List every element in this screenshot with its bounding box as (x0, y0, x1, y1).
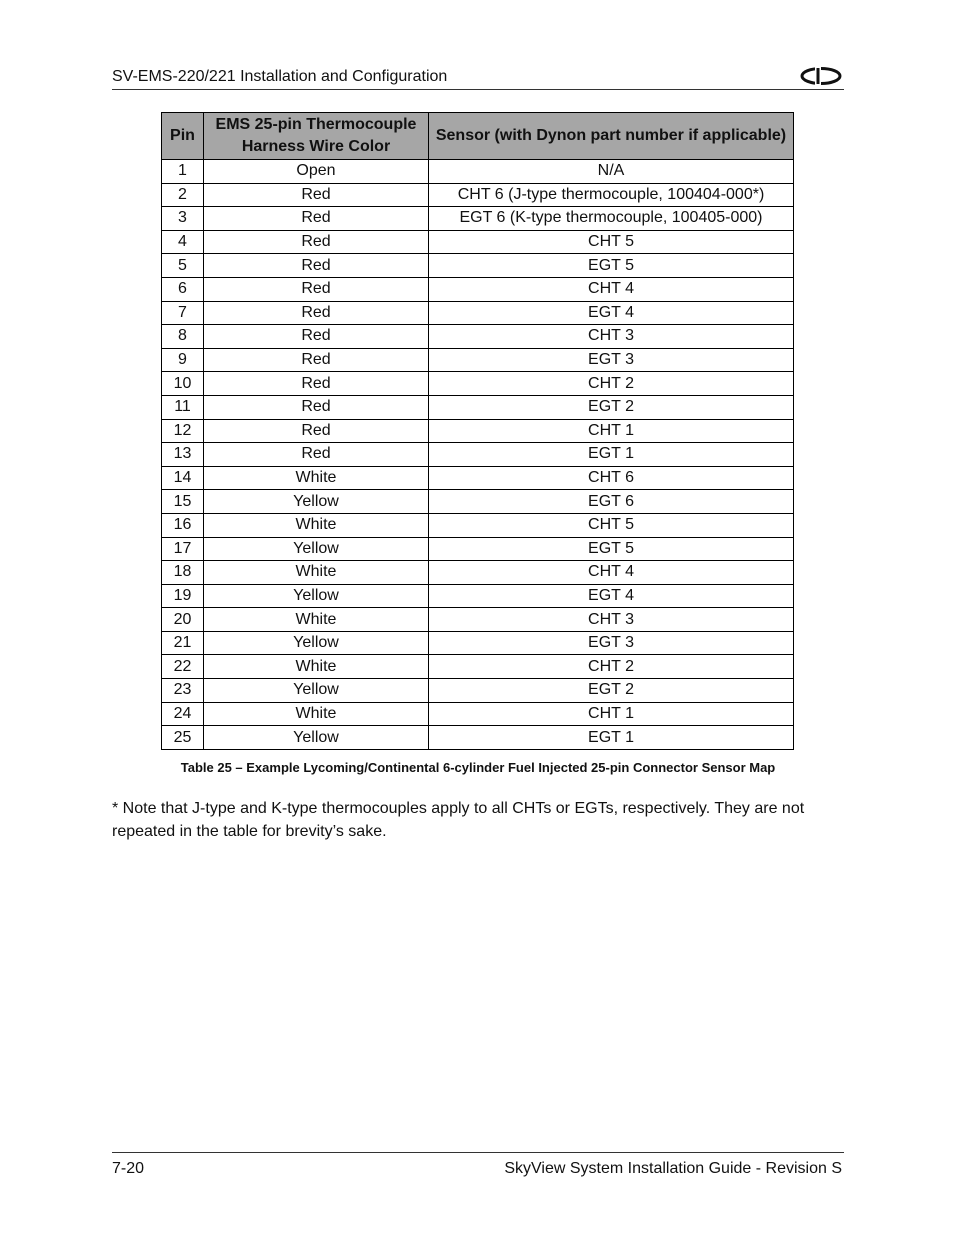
table-row (162, 230, 794, 254)
page-number: 7-20 (112, 1160, 145, 1177)
sensor-cell: EGT 6 (429, 490, 794, 514)
sensor-cell: CHT 2 (429, 372, 794, 396)
pin-cell: 21 (162, 631, 204, 655)
sensor-cell: CHT 3 (429, 325, 794, 349)
page-footer (112, 1152, 844, 1181)
wire-color-cell: Red (204, 207, 429, 231)
table-row (162, 443, 794, 467)
column-header-sensor: Sensor (with Dynon part number if applicable) (429, 113, 794, 160)
wire-color-cell: Yellow (204, 679, 429, 703)
sensor-cell: N/A (429, 160, 794, 184)
wire-color-cell: Red (204, 254, 429, 278)
table-row (162, 301, 794, 325)
wire-color-cell: White (204, 561, 429, 585)
sensor-cell: EGT 4 (429, 301, 794, 325)
wire-color-cell: Open (204, 160, 429, 184)
wire-color-cell: Red (204, 419, 429, 443)
table-body (162, 160, 794, 750)
pin-cell: 2 (162, 183, 204, 207)
table-row (162, 655, 794, 679)
pin-cell: 14 (162, 466, 204, 490)
wire-color-cell: White (204, 466, 429, 490)
pin-cell: 16 (162, 513, 204, 537)
wire-color-cell: Red (204, 183, 429, 207)
pin-cell: 6 (162, 277, 204, 301)
sensor-cell: CHT 5 (429, 513, 794, 537)
sensor-cell: CHT 4 (429, 277, 794, 301)
wire-color-cell: Yellow (204, 490, 429, 514)
table-row (162, 513, 794, 537)
pin-cell: 3 (162, 207, 204, 231)
wire-color-cell: White (204, 655, 429, 679)
table-row (162, 277, 794, 301)
wire-color-cell: Red (204, 372, 429, 396)
table-row (162, 325, 794, 349)
wire-color-cell: Red (204, 395, 429, 419)
sensor-cell: EGT 2 (429, 395, 794, 419)
sensor-cell: EGT 3 (429, 631, 794, 655)
wire-color-cell: Red (204, 301, 429, 325)
pin-cell: 12 (162, 419, 204, 443)
table-row (162, 679, 794, 703)
pin-cell: 20 (162, 608, 204, 632)
wire-color-cell: White (204, 513, 429, 537)
table-row (162, 537, 794, 561)
column-header-wire-color: EMS 25-pin Thermocouple Harness Wire Color (204, 113, 429, 160)
wire-color-cell: Red (204, 230, 429, 254)
sensor-cell: CHT 5 (429, 230, 794, 254)
wire-color-cell: White (204, 608, 429, 632)
wire-color-cell: Red (204, 443, 429, 467)
sensor-cell: EGT 3 (429, 348, 794, 372)
table-row (162, 372, 794, 396)
footnote: * Note that J-type and K-type thermocouples apply to all CHTs or EGTs, respectively. They are not repeated in the table for brevity’s sake. (112, 800, 805, 840)
table-row (162, 561, 794, 585)
wire-color-cell: Red (204, 325, 429, 349)
table-row (162, 348, 794, 372)
pin-cell: 1 (162, 160, 204, 184)
table-row (162, 183, 794, 207)
pin-cell: 7 (162, 301, 204, 325)
table-row (162, 490, 794, 514)
sensor-cell: CHT 4 (429, 561, 794, 585)
sensor-cell: CHT 6 (429, 466, 794, 490)
wire-color-cell: Yellow (204, 726, 429, 750)
sensor-cell: EGT 1 (429, 443, 794, 467)
sensor-cell: CHT 6 (J-type thermocouple, 100404-000*) (429, 183, 794, 207)
sensor-map-table (161, 112, 794, 750)
table-row (162, 207, 794, 231)
wire-color-cell: Red (204, 277, 429, 301)
table-row (162, 395, 794, 419)
dynon-logo-icon (800, 67, 842, 85)
pin-cell: 18 (162, 561, 204, 585)
table-row (162, 702, 794, 726)
wire-color-cell: Red (204, 348, 429, 372)
pin-cell: 24 (162, 702, 204, 726)
table-caption: Table 25 – Example Lycoming/Continental 6-cylinder Fuel Injected 25-pin Connector Sensor Map (180, 760, 776, 775)
header-title: SV-EMS-220/221 Installation and Configuration (112, 68, 448, 85)
pin-cell: 10 (162, 372, 204, 396)
pin-cell: 17 (162, 537, 204, 561)
sensor-cell: CHT 1 (429, 702, 794, 726)
pin-cell: 11 (162, 395, 204, 419)
table-row (162, 584, 794, 608)
sensor-cell: EGT 2 (429, 679, 794, 703)
sensor-cell: CHT 2 (429, 655, 794, 679)
table-row (162, 419, 794, 443)
sensor-cell: CHT 1 (429, 419, 794, 443)
pin-cell: 23 (162, 679, 204, 703)
sensor-cell: EGT 4 (429, 584, 794, 608)
pin-cell: 25 (162, 726, 204, 750)
pin-cell: 15 (162, 490, 204, 514)
pin-cell: 19 (162, 584, 204, 608)
sensor-cell: EGT 6 (K-type thermocouple, 100405-000) (429, 207, 794, 231)
wire-color-cell: Yellow (204, 631, 429, 655)
page-header (112, 66, 844, 90)
wire-color-cell: Yellow (204, 537, 429, 561)
wire-color-cell: Yellow (204, 584, 429, 608)
sensor-cell: EGT 5 (429, 537, 794, 561)
pin-cell: 8 (162, 325, 204, 349)
sensor-cell: EGT 5 (429, 254, 794, 278)
table-row (162, 631, 794, 655)
table-row (162, 608, 794, 632)
pin-cell: 9 (162, 348, 204, 372)
pin-cell: 4 (162, 230, 204, 254)
pin-cell: 5 (162, 254, 204, 278)
table-row (162, 160, 794, 184)
table-row (162, 466, 794, 490)
column-header-pin: Pin (162, 113, 204, 160)
footer-title: SkyView System Installation Guide - Revision S (504, 1160, 842, 1177)
sensor-cell: CHT 3 (429, 608, 794, 632)
wire-color-cell: White (204, 702, 429, 726)
table-row (162, 254, 794, 278)
sensor-cell: EGT 1 (429, 726, 794, 750)
table-header-row (162, 113, 794, 160)
table-row (162, 726, 794, 750)
pin-cell: 13 (162, 443, 204, 467)
pin-cell: 22 (162, 655, 204, 679)
